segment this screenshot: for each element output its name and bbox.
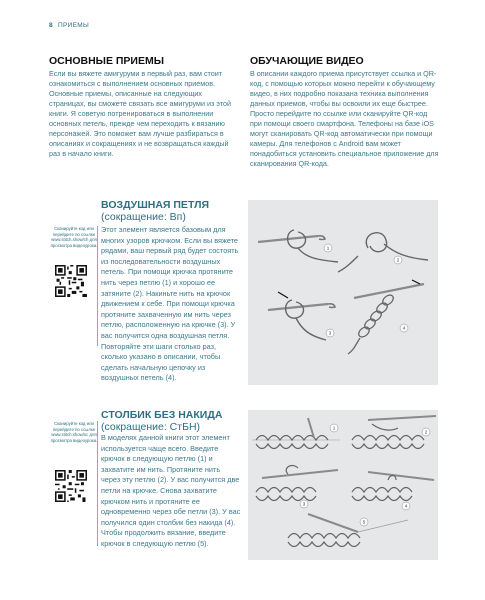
chain-side-note-text: Сканируйте код или перейдите по ссылке www.stitch.show/ch для просмотра видеоурока. [50, 226, 98, 248]
sc-label-3: 3 [302, 501, 306, 507]
chain-label-1: 1 [326, 245, 330, 251]
chain-label-3: 3 [328, 330, 332, 336]
chain-illustration [248, 200, 438, 385]
chain-qr-code[interactable] [55, 265, 87, 297]
page-number: 8 [49, 22, 53, 29]
chain-label-2: 2 [396, 257, 400, 263]
video-title: ОБУЧАЮЩИЕ ВИДЕО [250, 55, 364, 67]
video-text: В описании каждого приема присутствует ссылка и QR-код, с помощью которых можно перейти к обучающему видео, в них подробно показана техника выполнения данных приемов, чтобы вы освоили их еще быстрее. Просто перейдите по ссылке или сканируйте QR-код при помощи своего смартфона. Телефоны на базе iOS могут сканировать QR-код автоматически при помощи камеры. Для телефонов с Android вам может понадобиться установить специальное приложение для сканирования QR-кода. [250, 69, 439, 168]
sc-side-note [50, 421, 98, 443]
basic-title: ОСНОВНЫЕ ПРИЕМЫ [49, 55, 164, 67]
sc-illustration [248, 410, 438, 560]
sc-side-rule [97, 421, 98, 546]
sc-qr-code[interactable] [55, 470, 87, 502]
chain-heading [101, 199, 209, 223]
basic-text: Если вы вяжете амигуруми в первый раз, вам стоит ознакомиться с выполнением основных приемов. Основные приемы, описанные на следующих страницах, вы сможете связать все амигуруми из этой книги. Я советую потренироваться в выполнении основных петель, прежде чем переходить к вязанию персонажей. Это поможет вам лучше разбираться в описаниях и сокращениях и не возвращаться каждый раз в начало книги. [49, 69, 231, 158]
chain-text: Этот элемент является базовым для многих узоров крючком. Если вы вяжете рядами, ваш первый ряд будет состоять из последовательности воздушных петель. При помощи крючка протяните нить через петлю (1) и хорошо ее затяните (2). Накиньте нить на крючок движением к себе. При помощи крючка протяните захваченную им нить через петлю, расположенную на крючке (3). У вас получится одна воздушная петля. Повторяйте эти шаги столько раз, сколько указано в описании, чтобы сделать начальную цепочку из воздушных петель (4). [101, 225, 239, 383]
sc-heading [101, 409, 222, 433]
chain-side-note [50, 226, 98, 248]
sc-label-5: 5 [362, 519, 366, 525]
chain-label-4: 4 [402, 325, 406, 331]
sc-label-2: 2 [424, 429, 428, 435]
sc-label-4: 4 [404, 503, 408, 509]
section-name: ПРИЕМЫ [58, 22, 90, 29]
chain-title: ВОЗДУШНАЯ ПЕТЛЯ [101, 199, 210, 211]
sc-title: СТОЛБИК БЕЗ НАКИДА [101, 409, 223, 421]
sc-text: В моделях данной книги этот элемент используется чаще всего. Введите крючок в следующую петлю (1) и захватите им нить. Протяните нить через эту петлю (2). У вас получится две петли на крючке. Снова захватите крючком нить и протяните ее одновременно через обе петли (3). У вас получился один столбик без накида (4). Чтобы продолжить вязание, введите крючок в следующую петлю (5). [101, 433, 241, 548]
running-head [49, 22, 89, 29]
sc-subtitle: (сокращение: СтБН) [101, 421, 201, 433]
chain-subtitle: (сокращение: Вп) [101, 211, 186, 223]
sc-side-note-text: Сканируйте код или перейдите по ссылке www.stitch.show/sc для просмотра видеоурока. [50, 421, 98, 443]
chain-side-rule [97, 226, 98, 346]
sc-label-1: 1 [332, 425, 336, 431]
